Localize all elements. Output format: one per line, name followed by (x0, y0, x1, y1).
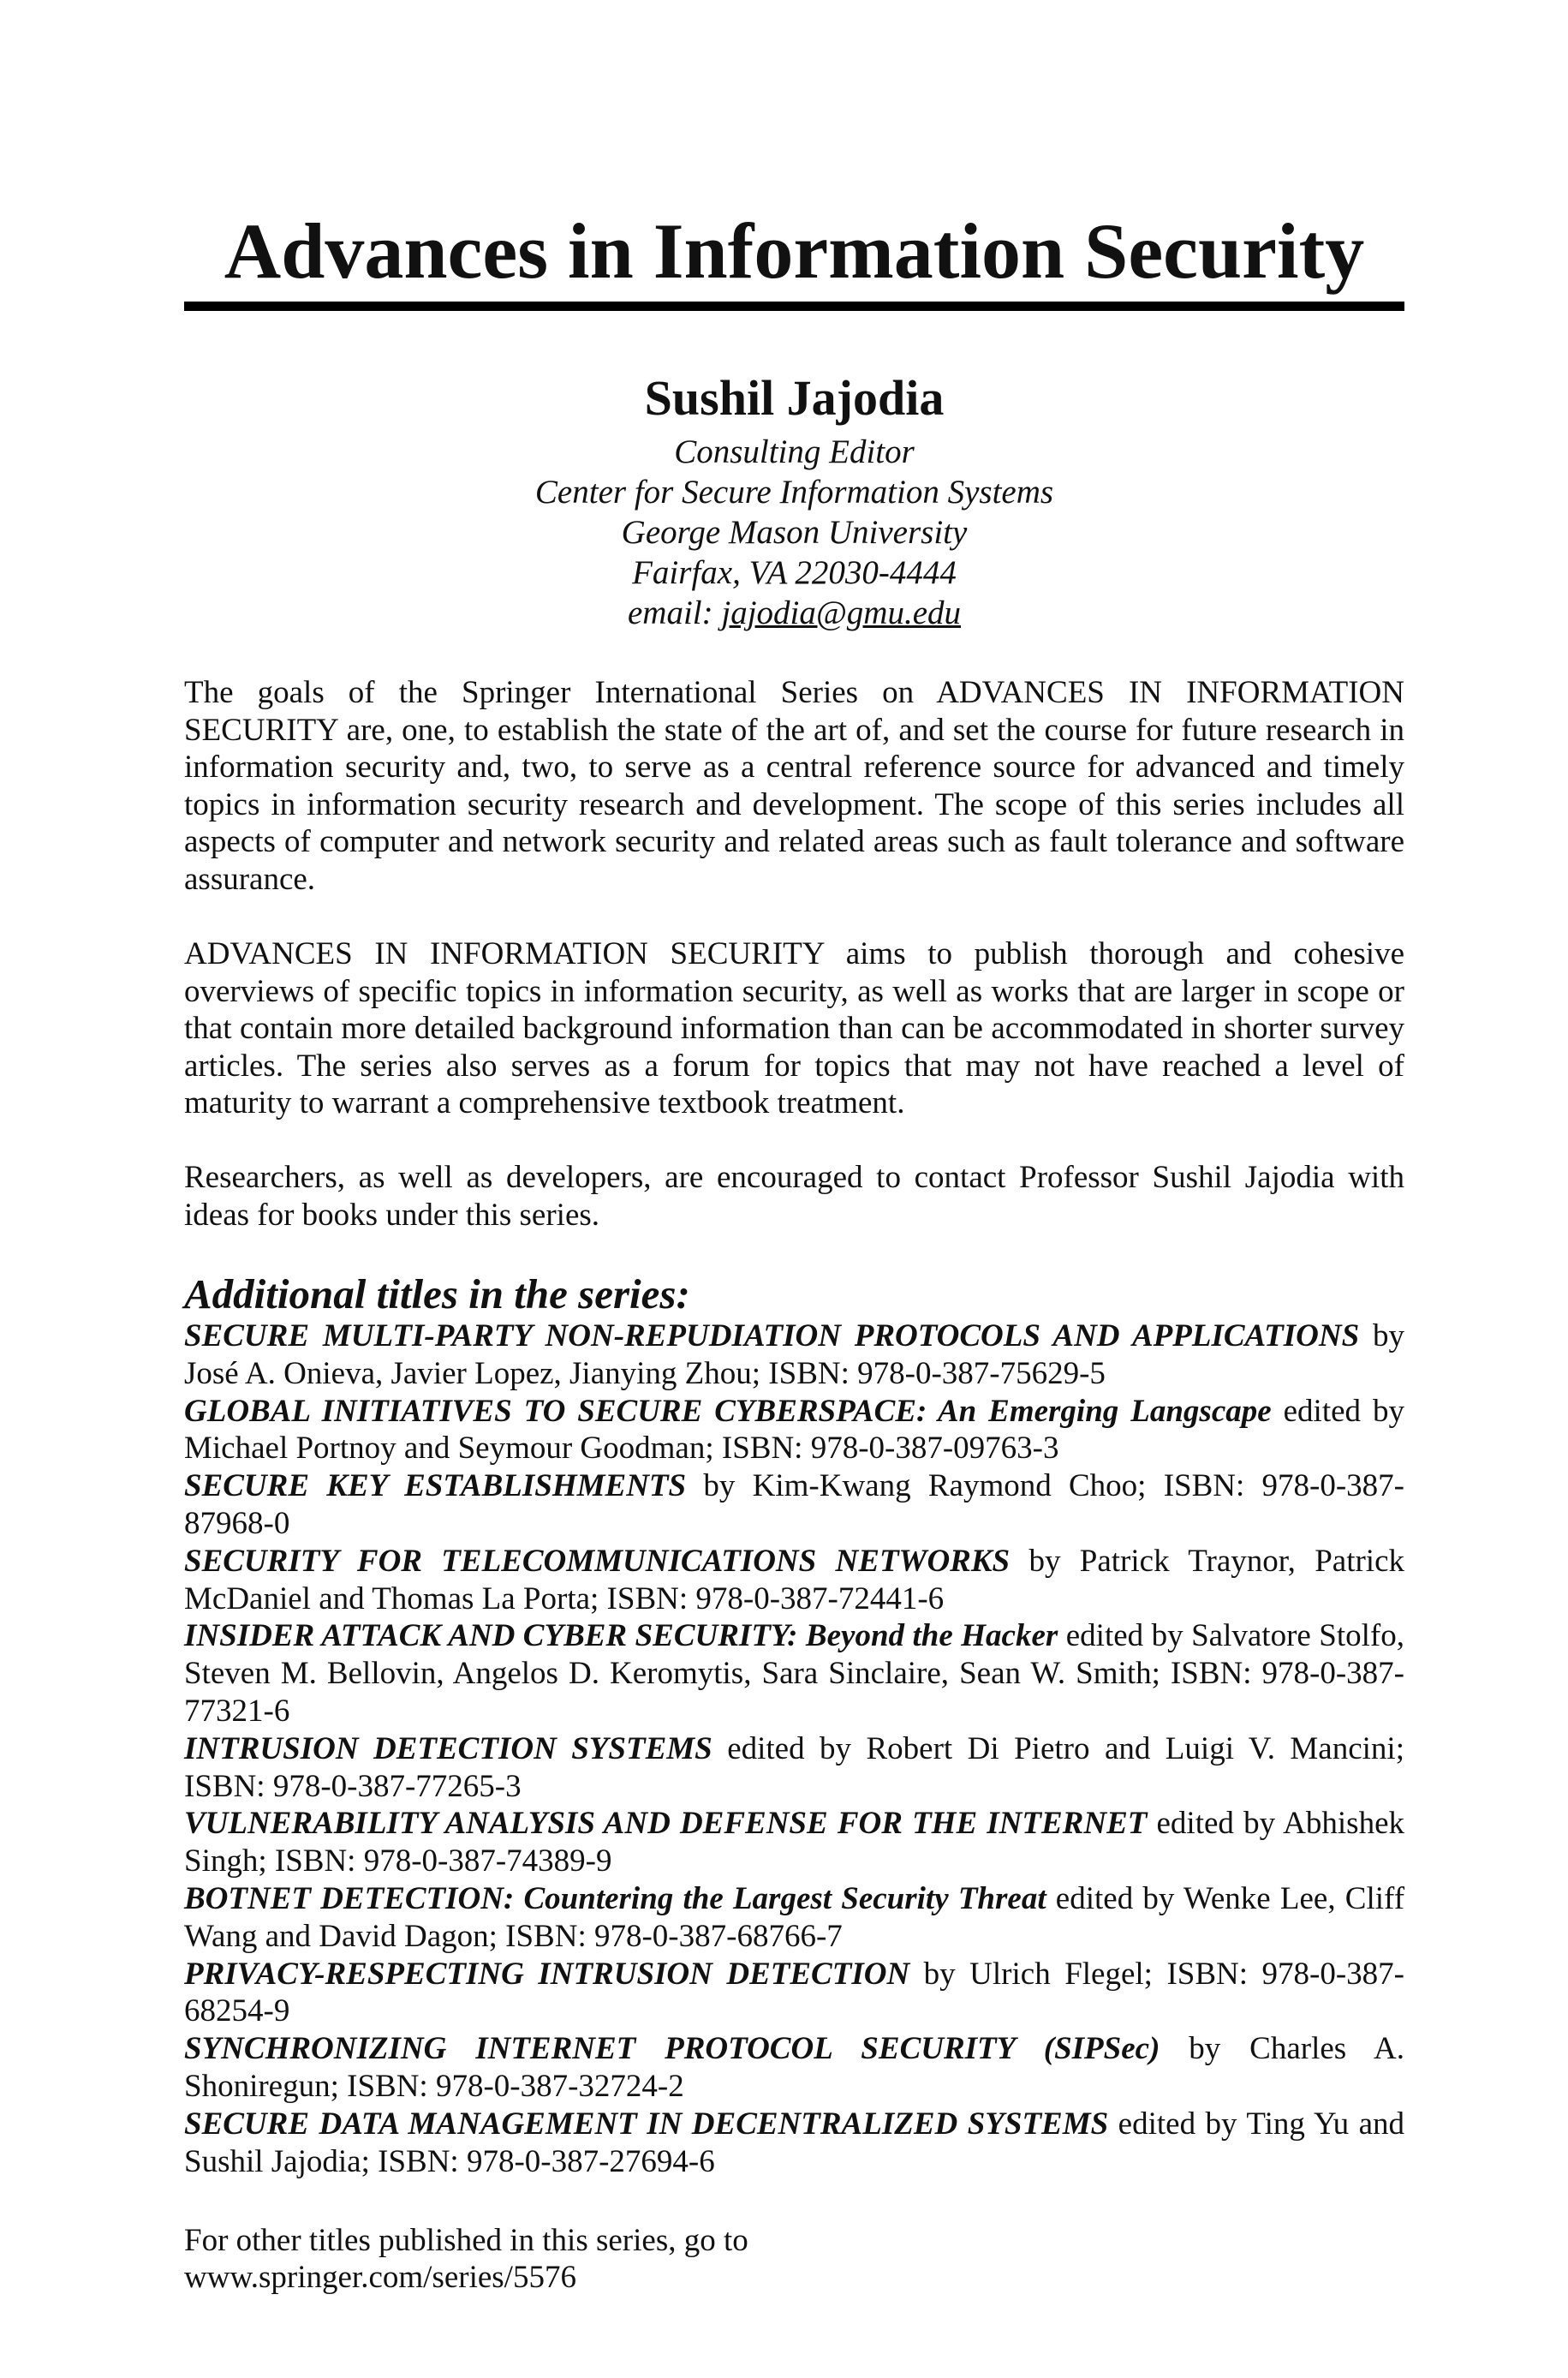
title-entry (184, 1317, 1404, 1393)
book-title: INSIDER ATTACK AND CYBER SECURITY: Beyond the Hacker (184, 1618, 1058, 1654)
book-title: PRIVACY-RESPECTING INTRUSION DETECTION (184, 1956, 910, 1992)
book-title: SECURE MULTI-PARTY NON-REPUDIATION PROTOCOLS AND APPLICATIONS (184, 1318, 1360, 1353)
title-entry (184, 1956, 1404, 2031)
book-title: SYNCHRONIZING INTERNET PROTOCOL SECURITY (SIPSec) (184, 2031, 1160, 2067)
contact-paragraph: Researchers, as well as developers, are encouraged to contact Professor Sushil Jajodia with ideas for books under this series. (184, 1160, 1404, 1233)
series-aims-paragraph: ADVANCES IN INFORMATION SECURITY aims to publish thorough and cohesive overviews of specific topics in information security, as well as works that are larger in scope or that contain more detailed background information than can be accommodated in shorter survey articles. The series also serves as a forum for topics that may not have reached a level of maturity to warrant a comprehensive textbook treatment. (184, 936, 1404, 1120)
book-title: SECURE KEY ESTABLISHMENTS (184, 1468, 687, 1504)
book-details: by Ulrich Flegel; ISBN: 978-0-387-68254-9 (184, 1956, 1404, 2029)
title-entry (184, 2106, 1404, 2181)
editor-address: Fairfax, VA 22030-4444 (632, 554, 957, 591)
additional-titles-heading: Additional titles in the series: (184, 1270, 690, 1317)
book-details: by Kim-Kwang Raymond Choo; ISBN: 978-0-387-87968-0 (184, 1468, 1404, 1541)
title-entry (184, 1805, 1404, 1880)
editor-name: Sushil Jajodia (644, 370, 945, 426)
book-details: edited by Ting Yu and Sushil Jajodia; ISBN: 978-0-387-27694-6 (184, 2106, 1405, 2179)
title-entry (184, 1880, 1404, 1956)
book-title: BOTNET DETECTION: Countering the Largest Security Threat (184, 1880, 1046, 1916)
title-entry (184, 2030, 1404, 2106)
series-goals-paragraph: The goals of the Springer International Series on ADVANCES IN INFORMATION SECURITY are, one, to establish the state of the art of, and set the course for future research in information security and, two, to serve as a central reference source for advanced and timely topics in information security research and development. The scope of this series includes all aspects of computer and network security and related areas such as fault tolerance and software assurance. (184, 675, 1404, 897)
editor-university: George Mason University (621, 514, 968, 551)
book-details: edited by Abhishek Singh; ISBN: 978-0-387-74389-9 (184, 1806, 1404, 1879)
title-rule (184, 302, 1404, 311)
title-entry (184, 1467, 1404, 1543)
book-details: by Charles A. Shoniregun; ISBN: 978-0-387-32724-2 (184, 2031, 1404, 2104)
series-url-link[interactable]: www.springer.com/series/5576 (184, 2260, 576, 2295)
footer-note (184, 2222, 1404, 2296)
footer-text: For other titles published in this series, go to (184, 2223, 748, 2258)
book-details: edited by Salvatore Stolfo, Steven M. Bellovin, Angelos D. Keromytis, Sara Sinclaire, Sean W. Smith; ISBN: 978-0-387-77321-6 (184, 1618, 1404, 1729)
book-title: INTRUSION DETECTION SYSTEMS (184, 1730, 712, 1766)
title-entry (184, 1617, 1404, 1730)
titles-list (184, 1317, 1404, 2180)
book-details: edited by Michael Portnoy and Seymour Goodman; ISBN: 978-0-387-09763-3 (184, 1393, 1404, 1467)
editor-affiliation: Center for Secure Information Systems (534, 474, 1054, 511)
email-label: email: (628, 594, 722, 631)
title-entry (184, 1730, 1404, 1806)
book-title: SECURE DATA MANAGEMENT IN DECENTRALIZED SYSTEMS (184, 2106, 1109, 2142)
title-entry (184, 1543, 1404, 1618)
book-details: by Patrick Traynor, Patrick McDaniel and Thomas La Porta; ISBN: 978-0-387-72441-6 (184, 1543, 1404, 1616)
email-link[interactable]: jajodia@gmu.edu (721, 594, 961, 631)
book-title: VULNERABILITY ANALYSIS AND DEFENSE FOR THE INTERNET (184, 1806, 1148, 1842)
book-details: edited by Wenke Lee, Cliff Wang and David Dagon; ISBN: 978-0-387-68766-7 (184, 1880, 1405, 1954)
book-details: edited by Robert Di Pietro and Luigi V. Mancini; ISBN: 978-0-387-77265-3 (184, 1730, 1404, 1804)
book-title: SECURITY FOR TELECOMMUNICATIONS NETWORKS (184, 1543, 1011, 1579)
series-title: Advances in Information Security (224, 207, 1365, 295)
editor-email-line (184, 593, 1404, 633)
book-page (184, 0, 1404, 2378)
book-details: by José A. Onieva, Javier Lopez, Jianying Zhou; ISBN: 978-0-387-75629-5 (184, 1318, 1405, 1391)
book-title: GLOBAL INITIATIVES TO SECURE CYBERSPACE: An Emerging Langscape (184, 1393, 1272, 1429)
title-entry (184, 1393, 1404, 1468)
editor-block (184, 365, 1404, 633)
editor-role: Consulting Editor (674, 433, 915, 470)
